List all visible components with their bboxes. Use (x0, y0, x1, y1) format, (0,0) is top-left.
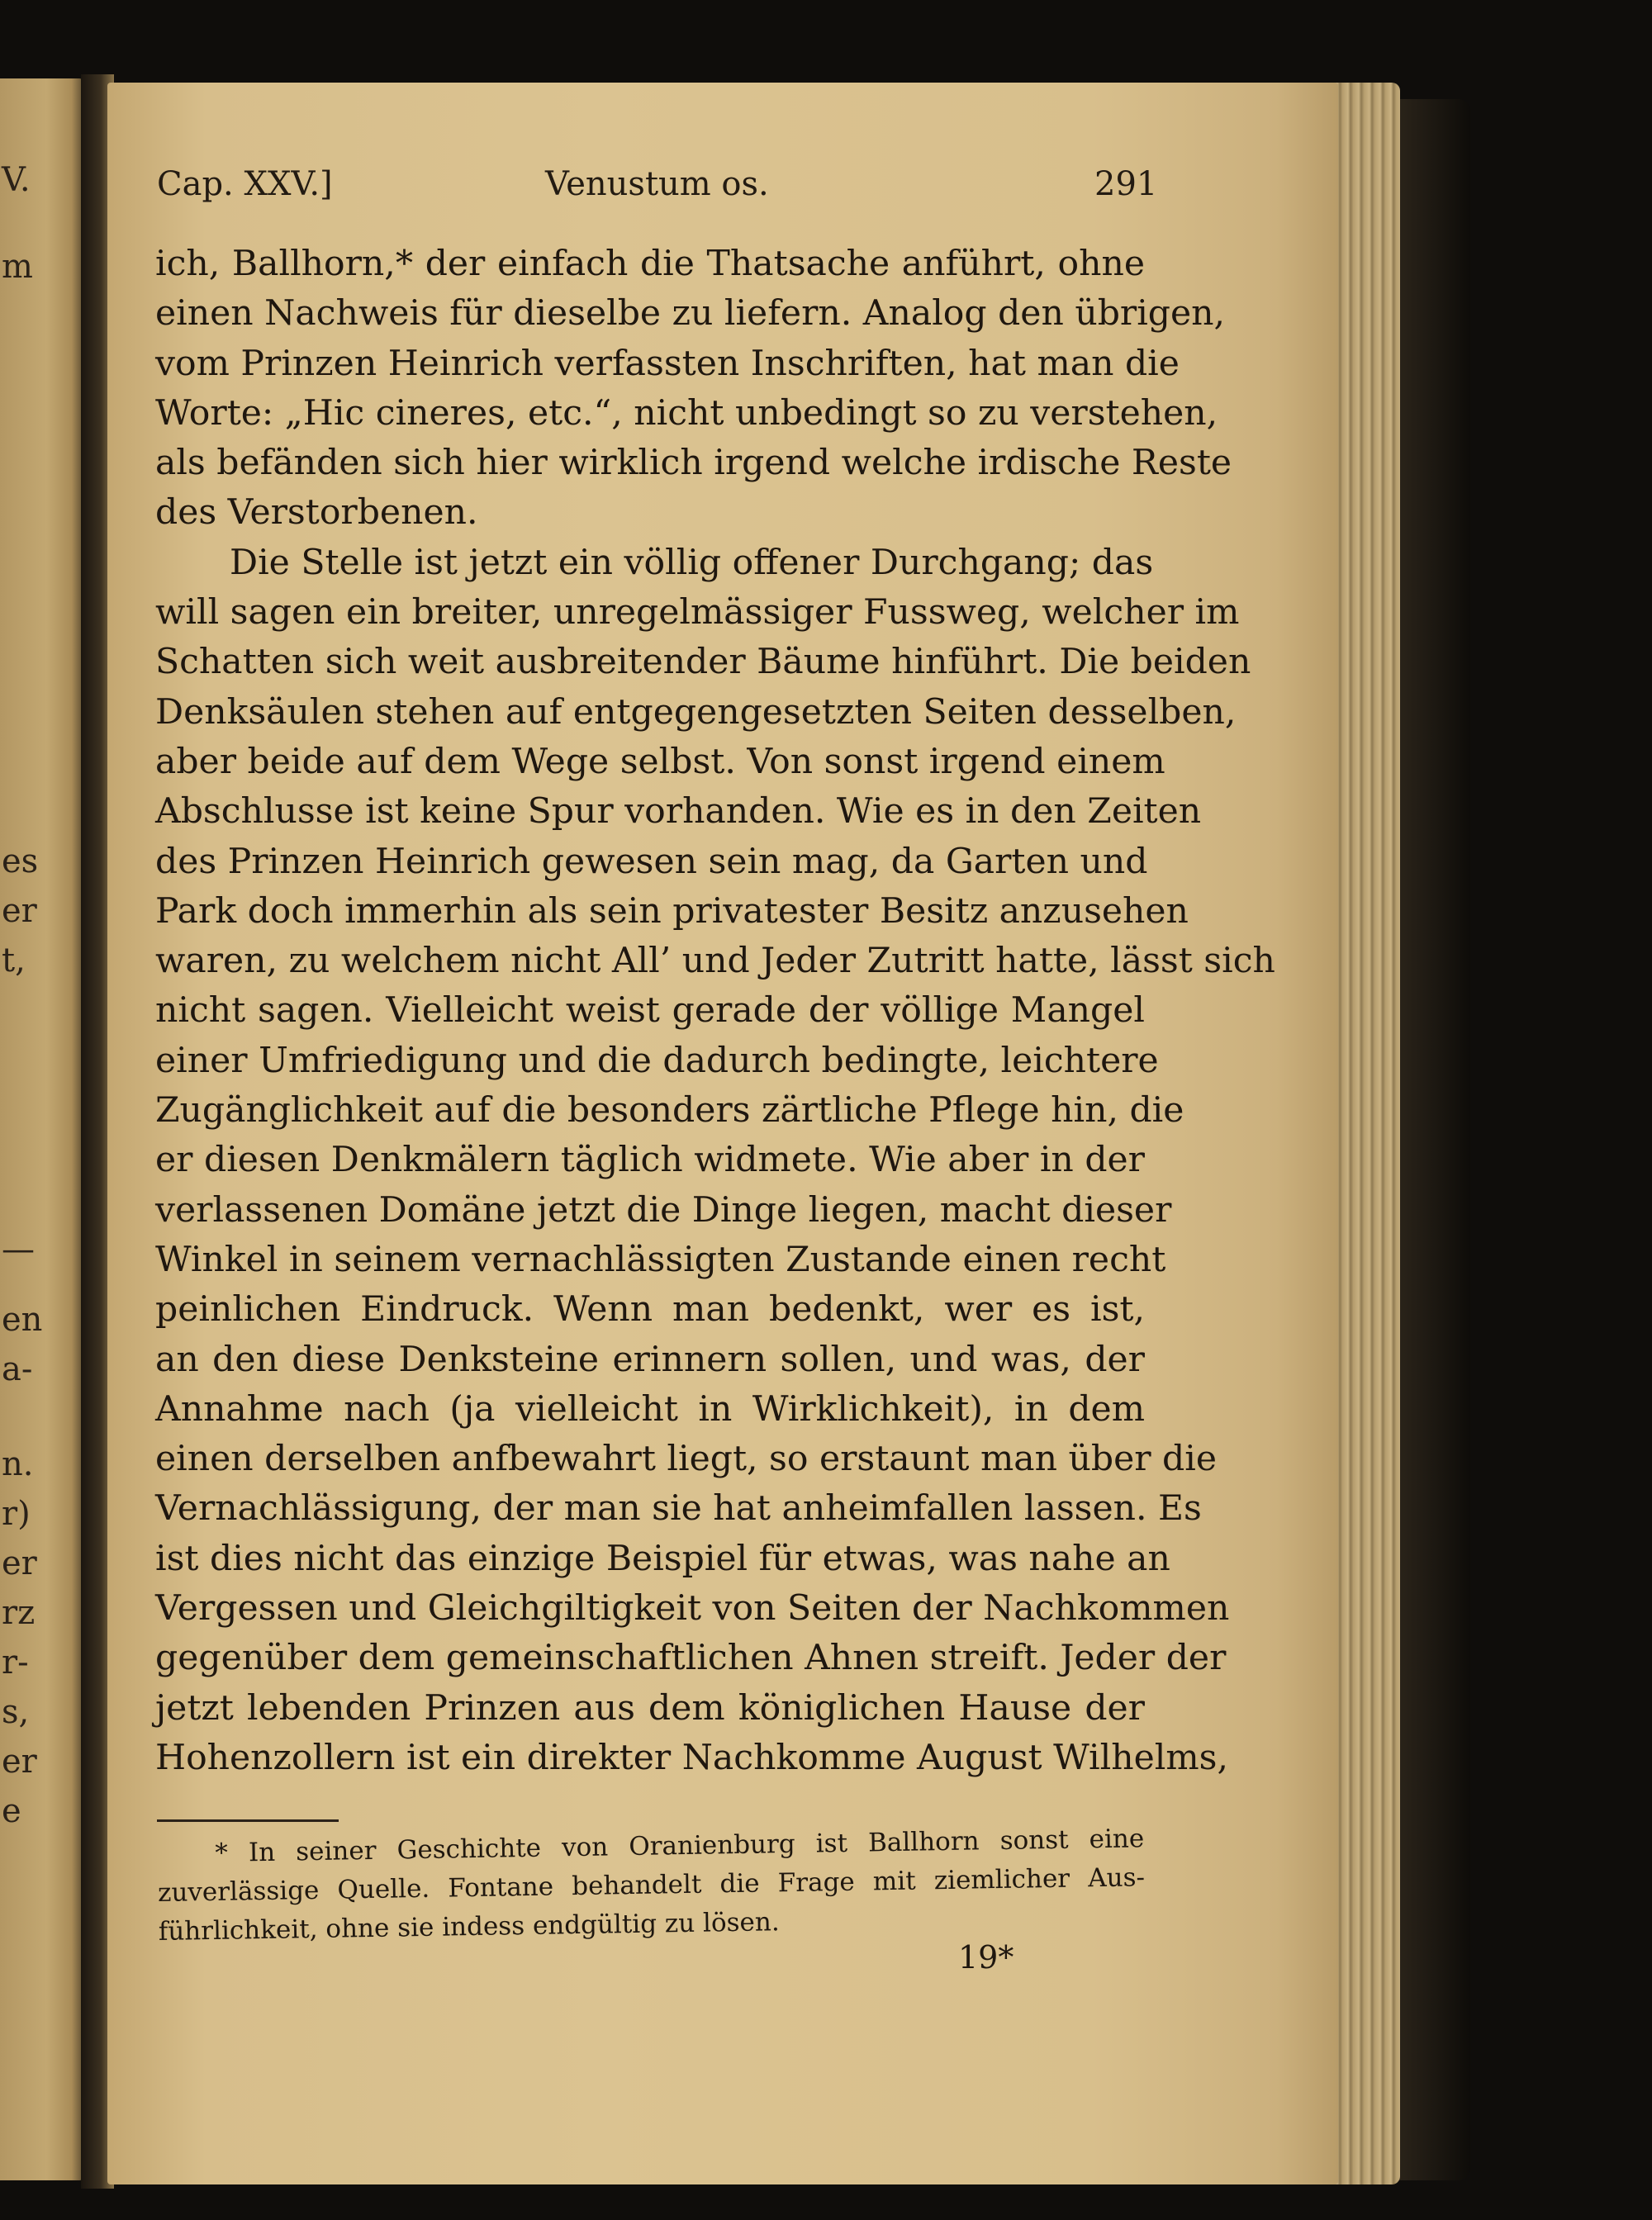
text-line: des Verstorbenen. (155, 492, 478, 534)
text-line: Worte: „Hic cineres, etc.“, nicht unbedingt so zu verstehen, (155, 392, 1218, 434)
text-line: Abschlusse ist keine Spur vorhanden. Wie es in den Zeiten (155, 791, 1202, 832)
page-number: 291 (1094, 165, 1158, 203)
text-line: als befänden sich hier wirklich irgend welche irdische Reste (155, 443, 1232, 484)
footnote-rule (157, 1819, 339, 1822)
facing-page-fragment: e (2, 1792, 21, 1830)
footnote (157, 1819, 1146, 1952)
text-line: Vergessen und Gleichgiltigkeit von Seiten der Nachkommen (155, 1588, 1230, 1629)
facing-page-fragment: er (2, 1544, 37, 1582)
text-line: vom Prinzen Heinrich verfassten Inschriften, hat man die (155, 343, 1180, 384)
running-header-title: Venustum os. (545, 165, 769, 203)
facing-page-fragment: m (2, 248, 33, 286)
text-line: aber beide auf dem Wege selbst. Von sonst irgend einem (155, 741, 1165, 782)
text-line: Die Stelle ist jetzt ein völlig offener Durchgang; das (230, 542, 1154, 583)
text-line: jetzt lebenden Prinzen aus dem königlichen Hause der (155, 1687, 1145, 1729)
facing-page-fragment: er (2, 892, 37, 930)
text-line: er diesen Denkmälern täglich widmete. Wie aber in der (155, 1140, 1145, 1181)
facing-page (0, 78, 84, 2180)
text-line: Vernachlässigung, der man sie hat anheimfallen lassen. Es (155, 1488, 1202, 1530)
facing-page-fragment: a- (2, 1350, 33, 1388)
printer-signature: 19* (958, 1939, 1014, 1976)
text-line: einer Umfriedigung und die dadurch bedingte, leichtere (155, 1040, 1159, 1081)
text-line: an den diese Denksteine erinnern sollen, und was, der (155, 1339, 1145, 1380)
text-line: ich, Ballhorn,* der einfach die Thatsache anführt, ohne (155, 244, 1145, 284)
text-line: gegenüber dem gemeinschaftlichen Ahnen streift. Jeder der (155, 1638, 1227, 1679)
text-line: einen Nachweis für dieselbe zu liefern. Analog den übrigen, (155, 293, 1226, 334)
text-line: nicht sagen. Vielleicht weist gerade der völlige Mangel (155, 990, 1145, 1032)
text-line: Park doch immerhin als sein privatester Besitz anzusehen (155, 890, 1189, 932)
facing-page-fragment: er (2, 1743, 37, 1781)
text-line: Denksäulen stehen auf entgegengesetzten Seiten desselben, (155, 691, 1237, 733)
text-line: des Prinzen Heinrich gewesen sein mag, da Garten und (155, 841, 1148, 882)
text-line: ist dies nicht das einzige Beispiel für etwas, was nahe an (155, 1538, 1170, 1579)
text-line: Annahme nach (ja vielleicht in Wirklichkeit), in dem (155, 1388, 1145, 1430)
facing-page-fragment: — (2, 1231, 35, 1269)
text-line: Hohenzollern ist ein direkter Nachkomme August Wilhelms, (155, 1737, 1228, 1778)
facing-page-fragment: t, (2, 942, 26, 980)
facing-page-fragment: en (2, 1301, 43, 1339)
facing-page-fragment: es (2, 842, 39, 880)
text-line: verlassenen Domäne jetzt die Dinge liegen, macht dieser (155, 1189, 1172, 1231)
facing-page-fragment: rz (2, 1594, 36, 1632)
facing-page-fragment: n. (2, 1445, 34, 1483)
footnote-line: zuverlässige Quelle. Fontane behandelt die Frage mit ziemlicher Aus- (157, 1862, 1146, 1908)
footnote-line: * In seiner Geschichte von Oranienburg ist Ballhorn sonst eine (215, 1824, 1145, 1868)
footnote-line: führlichkeit, ohne sie indess endgültig zu lösen. (158, 1907, 780, 1947)
book-cover-edge (1396, 99, 1470, 2180)
running-header-chapter: Cap. XXV.] (157, 165, 333, 203)
text-line: waren, zu welchem nicht All’ und Jeder Zutritt hatte, lässt sich (155, 941, 1275, 982)
facing-page-fragment: V. (2, 161, 31, 199)
text-line: will sagen ein breiter, unregelmässiger Fussweg, welcher im (155, 592, 1240, 633)
text-line: Winkel in seinem vernachlässigten Zustande einen recht (155, 1239, 1166, 1280)
facing-page-fragment: s, (2, 1693, 30, 1731)
text-line: Schatten sich weit ausbreitender Bäume hinführt. Die beiden (155, 642, 1251, 683)
text-line: einen derselben anfbewahrt liegt, so erstaunt man über die (155, 1439, 1218, 1480)
text-line: Zugänglichkeit auf die besonders zärtliche Pflege hin, die (155, 1090, 1184, 1131)
facing-page-fragment: r- (2, 1644, 29, 1682)
body-text (155, 240, 1275, 1783)
facing-page-fragment: r) (2, 1495, 31, 1533)
text-line: peinlichen Eindruck. Wenn man bedenkt, wer es ist, (155, 1289, 1145, 1331)
